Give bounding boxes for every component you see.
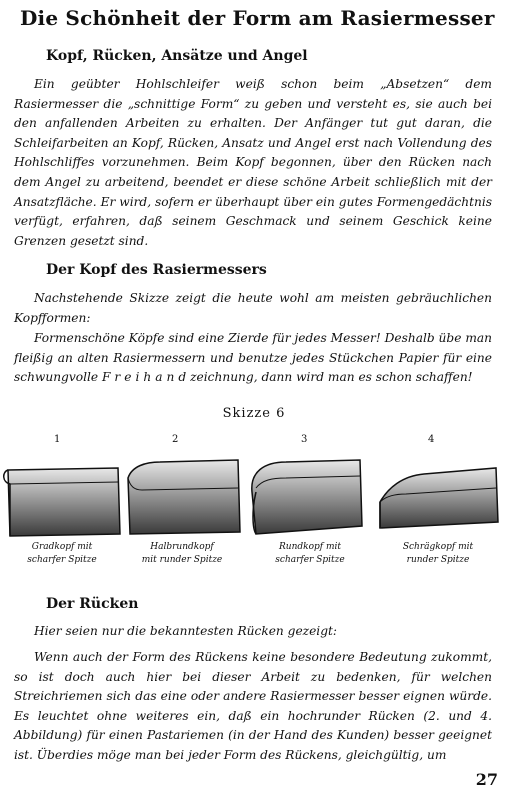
page-title: Die Schönheit der Form am Rasiermesser	[20, 6, 495, 30]
razor-head-2	[128, 460, 240, 534]
figure-number-3: 3	[301, 434, 308, 445]
paragraph-formenschoene-koepfe	[14, 329, 492, 388]
caption-line: Schrägkopf mit	[402, 542, 474, 552]
razor-head-4	[380, 468, 498, 528]
figure-caption-4	[378, 541, 498, 567]
figure-number-2: 2	[172, 434, 179, 445]
paragraph-ruecken-intro: Hier seien nur die bekanntesten Rücken gezeigt:	[34, 624, 338, 638]
razor-head-sketch	[0, 448, 508, 540]
razor-head-1	[4, 468, 120, 536]
section-heading-kopf: Der Kopf des Rasiermessers	[46, 262, 267, 278]
caption-line: scharfer Spitze	[27, 555, 97, 565]
figure-caption-2	[122, 541, 242, 567]
paragraph-text-end: zeichnung, dann wird man es schon schaffen!	[190, 370, 473, 385]
paragraph-text-start: Formenschöne Köpfe sind eine Zierde für jedes Messer! Deshalb übe man fleißig an alten Rasiermessern und benutze jedes Stückchen Papier für eine schwungvolle	[14, 331, 492, 385]
paragraph-skizze-intro: Nachstehende Skizze zeigt die heute wohl am meisten gebräuchlichen Kopfformen:	[14, 291, 492, 325]
figure-number-4: 4	[428, 434, 435, 445]
section-heading-ruecken: Der Rücken	[46, 596, 139, 612]
paragraph-ruecken-bedeutung: Wenn auch der Form des Rückens keine besondere Bedeutung zukommt, so ist doch auch hier bei dieser Arbeit zu bedenken, für welchen Streichriemen sich das eine oder andere Rasiermesser besser eignen würde. Es leuchtet ohne weiteres ein, daß ein hochrunder Rücken (2. und 4. Abbildung) für einen Pastariemen (in der Hand des Kunden) besser geeignet ist. Überdies möge man bei jeder Form des Rückens, gleichgültig, um	[14, 650, 492, 762]
figure-title: Skizze 6	[222, 406, 286, 421]
page-number: 27	[475, 770, 498, 789]
caption-line: Gradkopf mit	[31, 542, 93, 552]
razor-head-3	[252, 460, 362, 534]
caption-line: Rundkopf mit	[279, 542, 341, 552]
caption-line: mit runder Spitze	[141, 555, 223, 565]
caption-line: runder Spitze	[406, 555, 470, 565]
figure-number-1: 1	[54, 434, 61, 445]
emphasized-word: Freihand	[101, 370, 191, 385]
section-heading-kopf-ruecken: Kopf, Rücken, Ansätze und Angel	[46, 48, 308, 64]
figure-caption-1	[2, 541, 122, 567]
caption-line: Halbrundkopf	[150, 542, 214, 552]
caption-line: scharfer Spitze	[275, 555, 345, 565]
figure-caption-3	[250, 541, 370, 567]
paragraph-hohlschleifer: Ein geübter Hohlschleifer weiß schon beim „Absetzen“ dem Rasiermesser die „schnittige Form“ zu geben und versteht es, sie auch bei den anfallenden Arbeiten zu erhalten. Der Anfänger tut gut daran, die Schleifarbeiten an Kopf, Rücken, Ansatz und Angel erst nach Vollendung des Hohlschliffes vorzunehmen. Beim Kopf begonnen, über den Rücken nach dem Angel zu arbeitend, beendet er diese schöne Arbeit schließlich mit der Ansatzfläche. Er wird, sofern er überhaupt über ein gutes Formengedächtnis verfügt, erfahren, daß seinem Geschmack und seinem Geschick keine Grenzen gesetzt sind.	[14, 77, 492, 248]
